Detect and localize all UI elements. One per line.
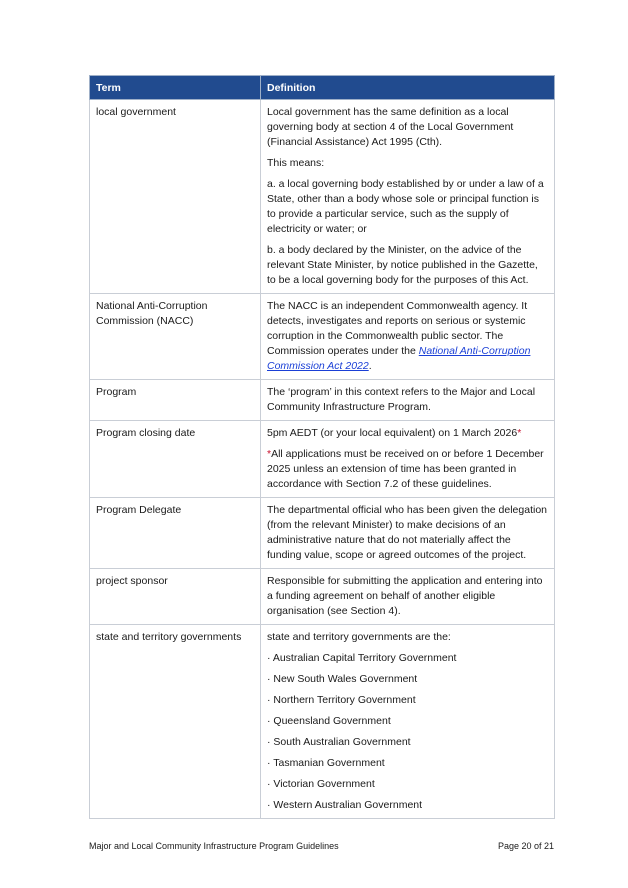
definition-paragraph: The departmental official who has been given the delegation (from the relevant Minister) to make decisions of an administrative nature that do not materially affect the funding value, scope or agreed outcomes of the project. [267,504,547,561]
term-cell: Program Delegate [90,498,261,569]
definition-paragraph: b. a body declared by the Minister, on the advice of the relevant State Minister, by notice published in the Gazette, to be a local governing body for the purposes of this Act. [267,244,538,286]
definition-paragraph: a. a local governing body established by or under a law of a State, other than a body whose sole or principal function is to provide a particular service, such as the supply of electricity or water; or [267,178,544,235]
definition-cell [261,498,555,569]
definition-column-header: Definition [261,76,555,100]
list-item: · South Australian Government [267,736,411,748]
definition-paragraph [267,299,548,374]
definition-text-end: . [368,360,372,372]
list-item: · Tasmanian Government [267,757,385,769]
nacc-act-link[interactable]: National Anti-Corruption Commission Act 2022 [267,345,531,372]
table-row [90,100,555,294]
list-item: · Queensland Government [267,715,391,727]
list-item: · Western Australian Government [267,799,423,811]
definition-cell [261,569,555,625]
table-row [90,498,555,569]
list-item: · Australian Capital Territory Government [267,652,457,664]
definition-paragraph: The ‘program’ in this context refers to the Major and Local Community Infrastructure Program. [267,386,536,413]
closing-date-note: All applications must be received on or before 1 December 2025 unless an extension of time has been granted in accordance with Section 7.2 of these guidelines. [267,448,544,490]
list-item: · New South Wales Government [267,673,418,685]
table-row [90,625,555,819]
definition-paragraph: Responsible for submitting the application and entering into a funding agreement on behalf of another eligible organisation (see Section 4). [267,575,543,617]
table-header-row [90,76,555,100]
term-cell: local government [90,100,261,294]
table-row [90,380,555,421]
term-cell: project sponsor [90,569,261,625]
page-footer [89,841,554,851]
list-item: · Victorian Government [267,778,375,790]
definition-cell [261,294,555,380]
table-row [90,569,555,625]
asterisk-marker: * [267,448,272,460]
definition-paragraph [267,447,548,492]
definition-cell [261,421,555,498]
definition-paragraph: This means: [267,157,325,169]
definition-cell [261,380,555,421]
term-cell: Program [90,380,261,421]
definition-paragraph: state and territory governments are the: [267,631,451,643]
term-column-header: Term [90,76,261,100]
page-number: Page 20 of 21 [497,841,554,851]
definitions-table [89,75,555,819]
table-row [90,294,555,380]
definition-cell [261,100,555,294]
asterisk-marker: * [517,427,522,439]
definition-paragraph: Local government has the same definition as a local governing body at section 4 of the Local Government (Financial Assistance) Act 1995 (Cth). [267,106,514,148]
term-cell: state and territory governments [90,625,261,819]
definition-text: The NACC is an independent Commonwealth agency. It detects, investigates and reports on serious or systemic corruption in the Commonwealth public sector. The Commission operates under the [267,300,528,357]
closing-date-text: 5pm AEDT (or your local equivalent) on 1 March 2026 [267,427,518,439]
term-cell: National Anti-Corruption Commission (NACC) [90,294,261,380]
footer-title: Major and Local Community Infrastructure Program Guidelines [89,841,339,851]
definition-paragraph [267,426,548,441]
term-cell: Program closing date [90,421,261,498]
table-row [90,421,555,498]
list-item: · Northern Territory Government [267,694,416,706]
definition-cell [261,625,555,819]
